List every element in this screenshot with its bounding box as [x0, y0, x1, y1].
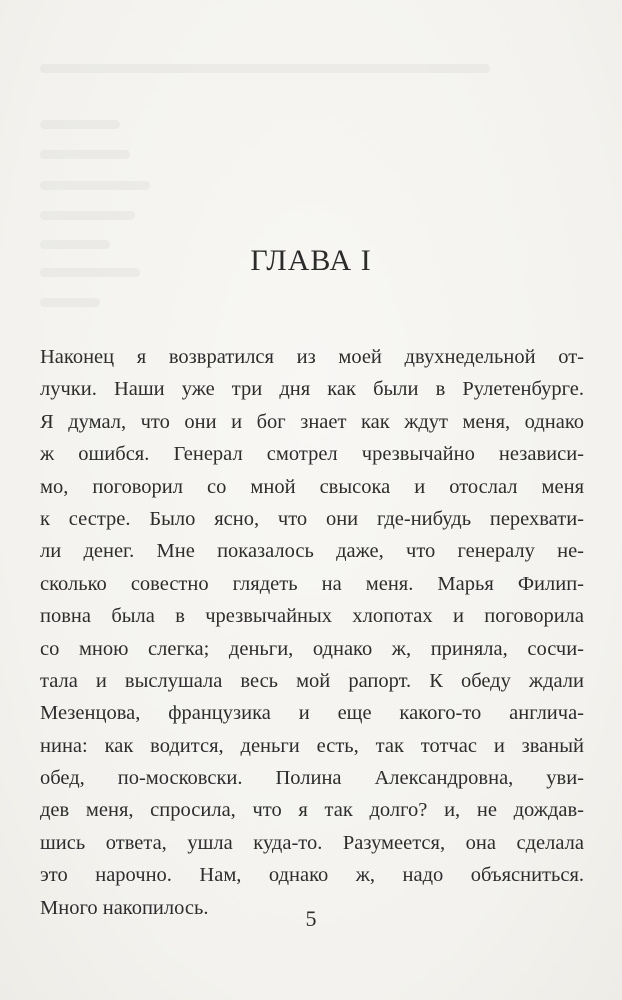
text-line: к сестре. Было ясно, что они где-нибудь перехвати-: [40, 507, 584, 530]
show-through-line: [40, 150, 130, 159]
text-line: Наконец я возвратился из моей двухнедельной от-: [40, 346, 584, 368]
chapter-title: ГЛАВА I: [250, 244, 372, 277]
text-line: это нарочно. Нам, однако ж, надо объясниться.: [40, 864, 584, 887]
chapter-text: [40, 341, 584, 924]
text-line: мо, поговорил со мной свысока и отослал меня: [40, 475, 584, 498]
text-line: тала и выслушала весь мой рапорт. К обеду ждали: [40, 669, 584, 692]
text-line: ли денег. Мне показалось даже, что генералу не-: [40, 540, 584, 563]
text-line: шись ответа, ушла куда-то. Разумеется, она сделала: [40, 831, 584, 854]
show-through-line: [40, 181, 150, 190]
page-number: 5: [305, 906, 317, 931]
show-through-line: [40, 211, 135, 220]
show-through-line: [40, 120, 120, 129]
text-line: повна была в чрезвычайных хлопотах и поговорила: [40, 605, 584, 628]
text-line: ж ошибся. Генерал смотрел чрезвычайно независи-: [40, 443, 584, 466]
text-line: со мною слегка; деньги, однако ж, приняла, сосчи-: [40, 637, 584, 660]
text-line: Я думал, что они и бог знает как ждут меня, однако: [40, 410, 584, 433]
text-line: Мезенцова, французика и еще какого-то англича-: [40, 702, 584, 725]
text-line: сколько совестно глядеть на меня. Марья Филип-: [40, 572, 584, 595]
show-through-line: [40, 64, 490, 73]
text-line: лучки. Наши уже три дня как были в Рулетенбурге.: [40, 378, 584, 401]
text-line: Много накопилось.: [40, 896, 209, 919]
text-line: обед, по-московски. Полина Александровна, уви-: [40, 767, 584, 790]
text-line: дев меня, спросила, что я так долго? и, не дождав-: [40, 799, 584, 822]
text-line: нина: как водится, деньги есть, так тотчас и званый: [40, 734, 584, 757]
show-through-line: [40, 298, 100, 307]
